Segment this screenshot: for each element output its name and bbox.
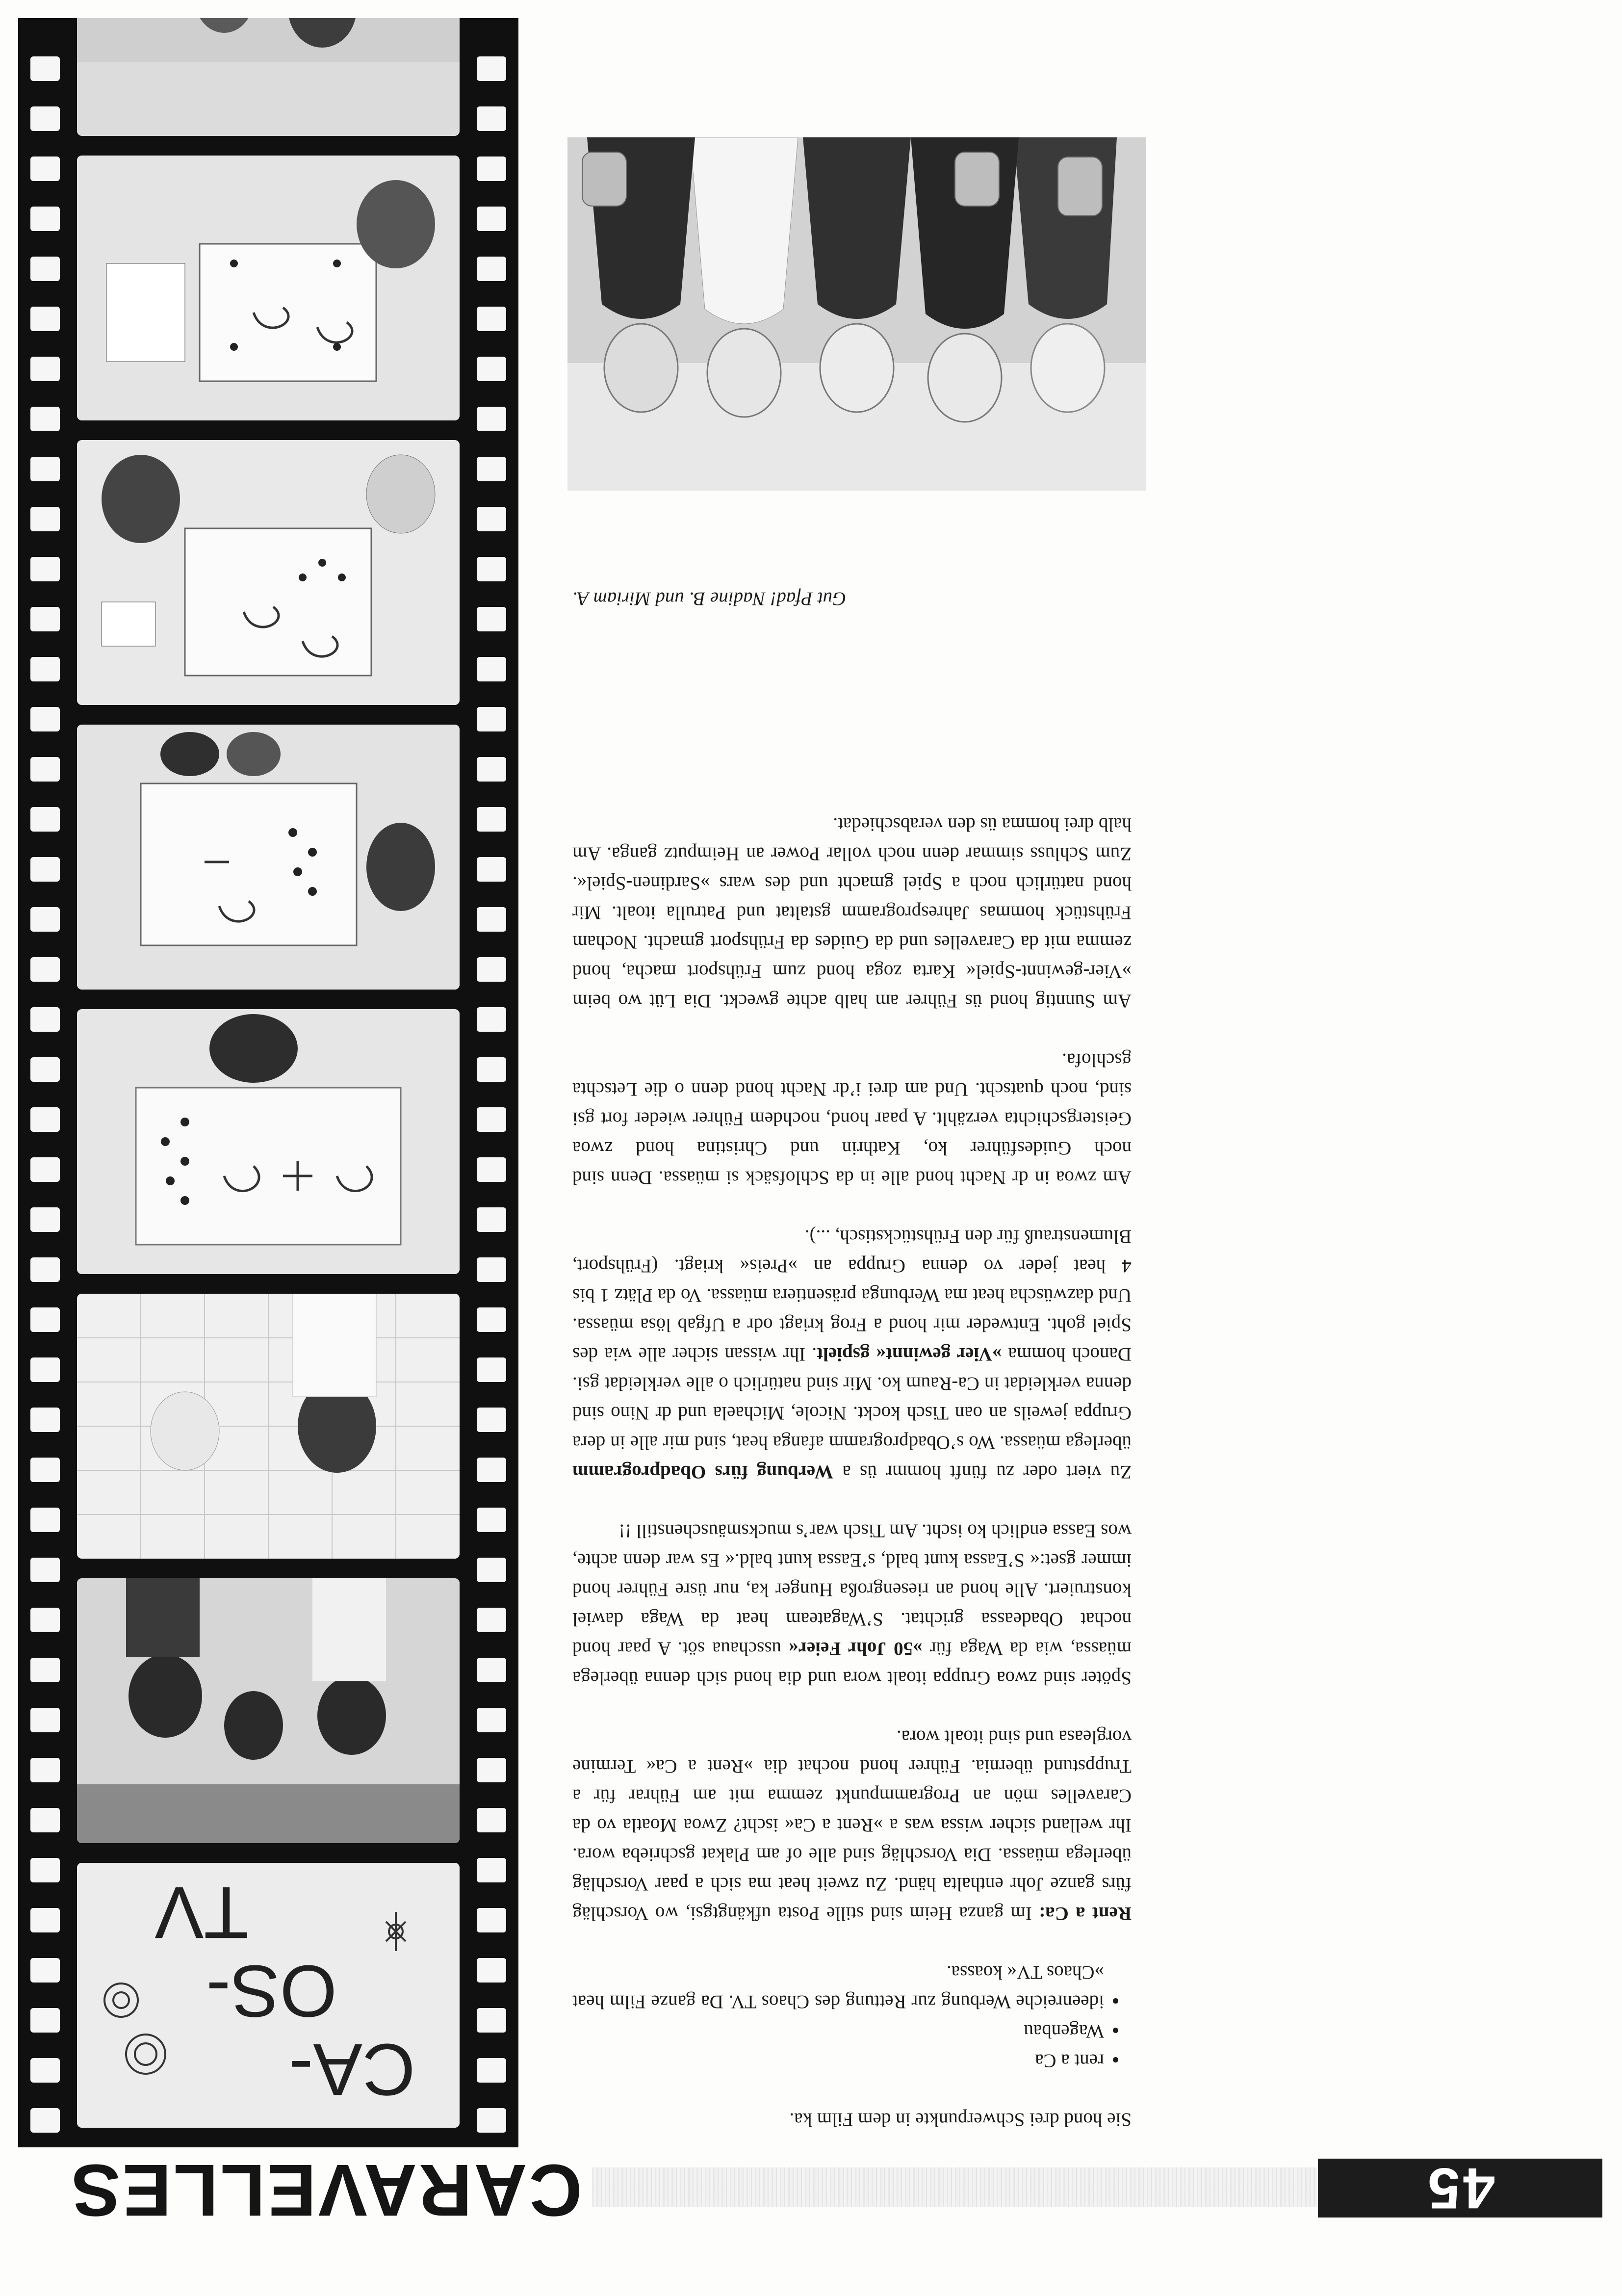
sprocket-hole (477, 2058, 506, 2083)
sprocket-hole (30, 1307, 60, 1332)
sprocket-hole (30, 1908, 60, 1932)
sprocket-hole (30, 557, 60, 581)
film-frame-photo (77, 1578, 460, 1843)
sprocket-hole (30, 607, 60, 631)
sprocket-hole (477, 1007, 506, 1032)
paragraph-text: überlega müassa. Wo s’Obadprogramm afanga heat, sind mir alle in dera Gruppa jeweils an oan Tisch kockt. Nicole, Michaela und dr Nino sind denna verkleidat in Ca-Raum ko. Mir sind natürlich o alle verkleidat gsi. Danoch homma (572, 1344, 1132, 1453)
sprocket-hole (477, 707, 506, 731)
sprocket-hole (30, 1207, 60, 1232)
sprocket-hole (477, 1858, 506, 1882)
sprocket-hole (477, 557, 506, 581)
sprocket-hole (30, 207, 60, 231)
sprocket-hole (477, 807, 506, 832)
board-text-line2: OS- (206, 1950, 337, 2033)
wagon-paragraph (572, 1516, 1132, 1693)
film-frame-photo (77, 18, 460, 136)
sprocket-hole (30, 1758, 60, 1782)
sprocket-holes-left (477, 18, 506, 2147)
evening-program-paragraph (572, 1222, 1132, 1487)
board-text-line1: CA- (288, 2029, 415, 2111)
sprocket-hole (477, 1658, 506, 1682)
sprocket-hole (30, 407, 60, 431)
sprocket-hole (477, 757, 506, 782)
film-frame-photo (77, 1863, 460, 2128)
sprocket-hole (477, 457, 506, 481)
film-frame-photo (77, 440, 460, 705)
sprocket-hole (30, 1558, 60, 1582)
sprocket-hole (30, 1658, 60, 1682)
sprocket-hole (30, 757, 60, 782)
sprocket-hole (477, 1307, 506, 1332)
sprocket-hole (477, 1958, 506, 1983)
sprocket-hole (30, 957, 60, 982)
sprocket-hole (30, 56, 60, 81)
sprocket-hole (477, 2108, 506, 2133)
paragraph-text: usschaua söt. A paar hond nochat Obadeassa grichtat. S’Wagateam heat da Waga dawiel konstruiert. Alle hond an riesengroßa Hunger ka, nur üsre Führer hond immer gset:« S’Eassa kunt bald, s’Eassa kunt bald.« Es war denn achte, wos Eassa endlich ko ischt. Am Tisch war’s mucksmäuschenstill !! (572, 1520, 1132, 1659)
sprocket-hole (477, 1608, 506, 1632)
group-photo (567, 137, 1146, 491)
sprocket-hole (30, 1608, 60, 1632)
focus-list (572, 1957, 1132, 2075)
paragraph-text: Im ganza Heim sind stille Posta ufkängtgsi, wo Vorschläg fürs ganze Johr enthalta händ. Zu zweit heat ma sich a paar Vorschläg überlega müassa. Dia Vorschläg sind alle of am Plakat gschrieba wora. Ihr welland sicher wissa was a »Rent a Ca« ischt? Zwoa Moatla vo da Caravelles mön an Programmpunkt zemma mit am Führar für a Truppstund übernia. Führer hond nochat dia »Rent a Ca« Termine vorgleasa und sind itoalt wora. (572, 1726, 1132, 1924)
sprocket-hole (477, 1558, 506, 1582)
sprocket-hole (30, 1408, 60, 1432)
article-body (572, 780, 1132, 2134)
list-item: • ideenreiche Werbung zur Rettung des Chaos TV. Da ganze Film heat »Chaos TV« koassa. (572, 1957, 1104, 2016)
sprocket-hole (477, 857, 506, 882)
sprocket-hole (477, 1357, 506, 1382)
sprocket-hole (477, 957, 506, 982)
signoff: Gut Pfad! Nadine B. und Miriam A. (572, 588, 847, 609)
sprocket-hole (30, 157, 60, 181)
section-title: CARAVELLES (69, 2149, 582, 2232)
sprocket-hole (477, 106, 506, 131)
sprocket-hole (30, 857, 60, 882)
sprocket-hole (477, 157, 506, 181)
page-header (0, 2149, 1622, 2296)
sprocket-hole (477, 1207, 506, 1232)
sprocket-hole (477, 907, 506, 932)
sprocket-hole (477, 1057, 506, 1082)
sprocket-hole (30, 807, 60, 832)
sprocket-holes-right (30, 18, 60, 2147)
sprocket-hole (30, 2108, 60, 2133)
sprocket-hole (30, 1858, 60, 1882)
paragraph-text: . Ihr wissan sicher alle wia des Spiel goht. Entweder mir hond a Frog kriagt odr a Ufgab lösa müassa. Und dazwüscha heat ma Werbunga präsentiera müassa. Vo da Plätz 1 bis 4 heat jeder vo denna Gruppa an »Preis« kriagt. (Frühsport, Blumenstrauß für den Frühstückstisch, ...). (572, 1226, 1132, 1365)
sprocket-hole (477, 607, 506, 631)
sprocket-hole (30, 507, 60, 531)
emphasis-text: »Vier gewinnt« gspielt (817, 1344, 1002, 1365)
header-decoration (592, 2167, 1318, 2207)
film-frame-photo (77, 1294, 460, 1559)
film-strip (18, 18, 518, 2147)
sprocket-hole (477, 1758, 506, 1782)
sprocket-hole (30, 2008, 60, 2033)
emphasis-text: »50 Johr Feier« (789, 1638, 923, 1659)
sprocket-hole (30, 457, 60, 481)
list-item: • rent a Ca (572, 2046, 1104, 2075)
paragraph-text: Zu viert oder zu fünft hommr üs a (833, 1461, 1132, 1483)
sprocket-hole (30, 1458, 60, 1482)
sprocket-hole (30, 1708, 60, 1732)
intro-paragraph: Sie hond drei Schwerpunkte in dem Film ka. (789, 2109, 1132, 2130)
sprocket-hole (477, 507, 506, 531)
sprocket-hole (477, 657, 506, 681)
film-frame-photo (77, 725, 460, 990)
paragraph-text: Spöter sind zwoa Gruppa itoalt wora und dia hond sich denna überlega müassa, wia da Waga für (572, 1638, 1132, 1689)
sprocket-hole (30, 1958, 60, 1983)
sprocket-hole (30, 1808, 60, 1832)
film-frame-photo (77, 1009, 460, 1274)
sprocket-hole (30, 707, 60, 731)
sprocket-hole (30, 357, 60, 381)
sprocket-hole (477, 56, 506, 81)
sprocket-hole (477, 407, 506, 431)
sprocket-hole (30, 1057, 60, 1082)
emphasis-text: Werbung fürs Obadprogramm (572, 1461, 834, 1483)
sprocket-hole (477, 1257, 506, 1282)
sprocket-hole (477, 357, 506, 381)
sprocket-hole (477, 1408, 506, 1432)
rent-a-ca-heading: Rent a Ca: (1039, 1903, 1132, 1924)
sprocket-hole (30, 1157, 60, 1182)
page-number: 45 (1318, 2159, 1602, 2218)
sprocket-hole (30, 1357, 60, 1382)
sprocket-hole (30, 257, 60, 281)
sprocket-hole (477, 307, 506, 331)
film-frame-photo (77, 156, 460, 420)
sprocket-hole (30, 1257, 60, 1282)
sprocket-hole (30, 307, 60, 331)
sprocket-hole (477, 1908, 506, 1932)
sprocket-hole (30, 2058, 60, 2083)
sprocket-hole (30, 1007, 60, 1032)
sprocket-hole (477, 1107, 506, 1132)
sprocket-hole (477, 1458, 506, 1482)
rent-a-ca-paragraph (572, 1722, 1132, 1928)
board-text-line3: TV (154, 1872, 249, 1954)
sprocket-hole (477, 257, 506, 281)
sprocket-hole (477, 1508, 506, 1532)
sprocket-hole (477, 1808, 506, 1832)
sprocket-hole (30, 1107, 60, 1132)
sprocket-hole (30, 106, 60, 131)
list-item: • Wagenbau (572, 2016, 1104, 2046)
sprocket-hole (477, 1157, 506, 1182)
sprocket-hole (477, 2008, 506, 2033)
sprocket-hole (477, 207, 506, 231)
sprocket-hole (30, 907, 60, 932)
sprocket-hole (30, 657, 60, 681)
sprocket-hole (30, 1508, 60, 1532)
sprocket-hole (477, 1708, 506, 1732)
night-paragraph: Am zwoa in dr Nacht hond alle in da Schlofsäck si müassa. Denn sind noch Guidesführer ko, Kathrin und Christina hond zwoa Geistergschichta verzählt. A paar hond, nochdem Führer wieder fort gsi sind, noch quatscht. Und am drei i’dr Nacht hond denn o die Letschta gschlofa. (572, 1049, 1132, 1188)
sunday-paragraph: Am Sunntig hond üs Führer am halb achte gweckt. Dia Lüt wo beim »Vier-gewinnt-Spiel« Karta zoga hond zum Frühsport macha, hond zemma mit da Caravelles und da Guides da Frühsport gmacht. Nocham Frühstück hommas Jahresprogramm gstaltat und Patrulla itoalt. Mir hond natürlich noch a Spiel gmacht und des wars »Sardinen-Spiel«. Zum Schluss simmar denn noch vollar Power an Heimputz ganga. Am halb drei homma üs den verabschiedat. (572, 814, 1132, 1012)
